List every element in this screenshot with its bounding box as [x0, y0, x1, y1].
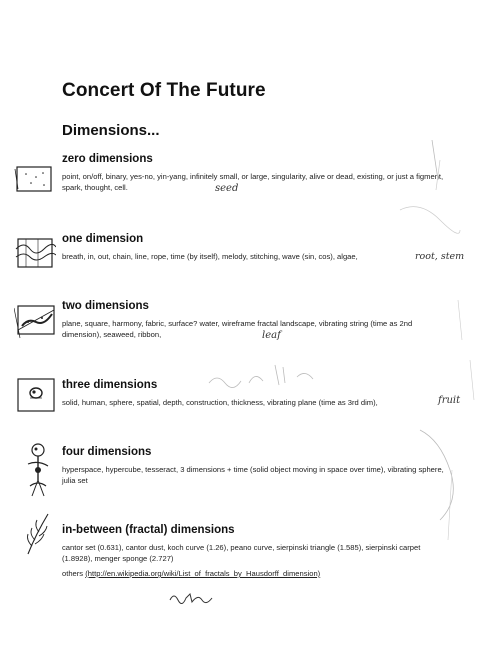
handwritten-note: seed: [215, 183, 239, 194]
section-heading: three dimensions: [62, 379, 158, 391]
section-heading: zero dimensions: [62, 153, 153, 165]
handwritten-note: fruit: [438, 395, 461, 406]
section-heading: four dimensions: [62, 446, 152, 458]
section-body: breath, in, out, chain, line, rope, time (by itself), melody, stitching, wave (sin, cos), algae,: [62, 252, 358, 261]
margin-pencil-marks: [380, 140, 490, 610]
wikipedia-fractals-link[interactable]: (http://en.wikipedia.org/wiki/List_of_fractals_by_Hausdorff_dimension): [85, 569, 321, 578]
page-subtitle: Dimensions...: [62, 122, 160, 139]
section-heading: two dimensions: [62, 300, 149, 312]
page-title: Concert Of The Future: [62, 80, 266, 101]
solid-sketch: [14, 375, 58, 415]
signature-scribble: [168, 588, 218, 608]
section-heading: in-between (fractal) dimensions: [62, 524, 235, 536]
section-heading: one dimension: [62, 233, 144, 245]
section-body: hyperspace, hypercube, tesseract, 3 dimensions + time (solid object moving in space over time), vibrating sphere, julia set: [62, 465, 444, 485]
handwritten-note: leaf: [262, 330, 281, 341]
section-body: plane, square, harmony, fabric, surface? water, wireframe fractal landscape, vibrating string (time as 2nd dimension), seaweed, ribbon,: [62, 319, 413, 339]
section-body: cantor set (0.631), cantor dust, koch curve (1.26), peano curve, sierpinski triangle (1.585), sierpinski carpet (1.8928), menger sponge (2.727): [62, 543, 421, 563]
pencil-scribble: [205, 355, 325, 395]
handwritten-note: root, stem: [415, 251, 465, 262]
wave-box-sketch: [14, 235, 56, 271]
section-body: point, on/off, binary, yes-no, yin-yang, infinitely small, or large, singularity, alive or dead, existing, or just a figment, spark, thought, cell.: [62, 172, 444, 192]
section-body: solid, human, sphere, spatial, depth, construction, thickness, vibrating plane (time as 3rd dim),: [62, 398, 378, 407]
fern-sketch: [22, 510, 52, 556]
dots-box-sketch: [14, 163, 54, 195]
figure-sketch: [18, 440, 58, 502]
others-label: others: [62, 569, 84, 578]
plane-sketch: [14, 300, 58, 340]
